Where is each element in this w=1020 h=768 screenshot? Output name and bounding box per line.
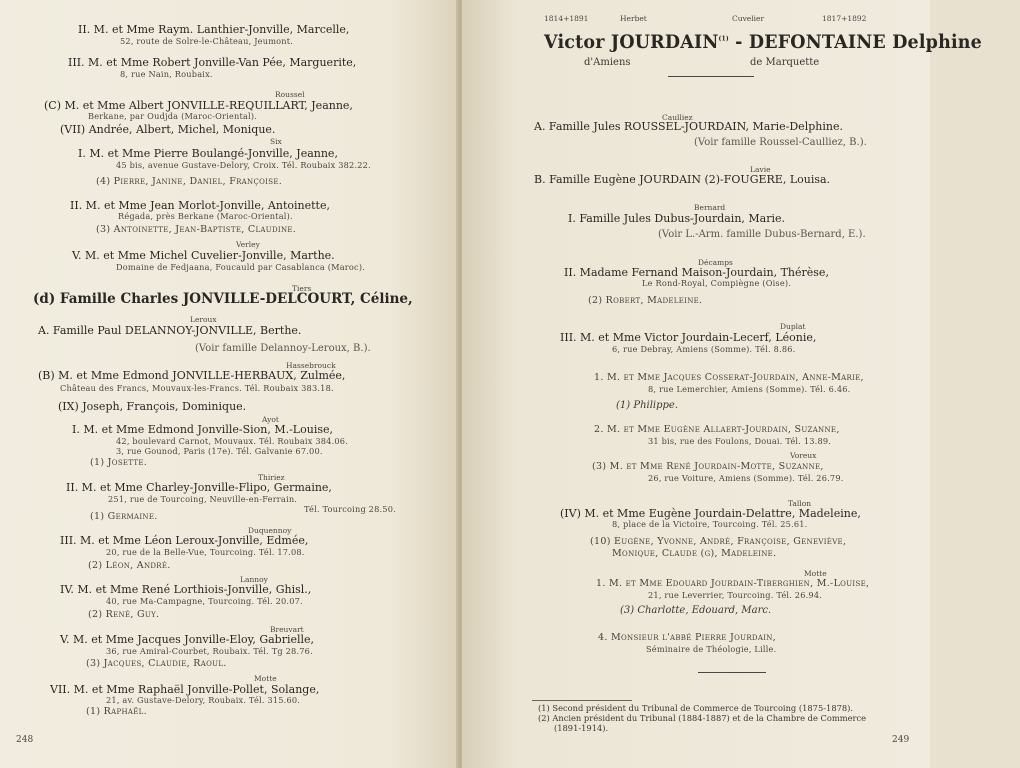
right-text-line: 1. M. et Mme Edouard Jourdain-Tiberghien, M.-Louise, <box>596 578 870 589</box>
left-text-line: (4) Pierre, Janine, Daniel, Françoise. <box>96 176 283 187</box>
left-text-line: Verley <box>236 240 260 249</box>
left-page <box>0 0 458 768</box>
left-text-line: V. M. et Mme Jacques Jonville-Eloy, Gabrielle, <box>60 633 315 646</box>
title-jourdain: JOURDAIN <box>610 31 719 53</box>
left-text-line: Hassebrouck <box>286 361 336 370</box>
left-text-line: Breuvart <box>270 625 304 634</box>
left-text-line: II. M. et Mme Charley-Jonville-Flipo, Germaine, <box>66 481 332 494</box>
title-victor: Victor <box>544 31 605 53</box>
left-text-line: 36, rue Amiral-Courbet, Roubaix. Tél. Tg 28.76. <box>106 646 313 656</box>
left-text-line: 42, boulevard Carnot, Mouvaux. Tél. Roubaix 384.06. <box>116 436 349 446</box>
left-text-line: II. M. et Mme Raym. Lanthier-Jonville, Marcelle, <box>78 23 350 36</box>
left-text-line: Lannoy <box>240 575 268 584</box>
right-text-line: 2. M. et Mme Eugène Allaert-Jourdain, Suzanne, <box>594 424 840 435</box>
footnote-rule <box>532 700 632 701</box>
right-text-line: 31 bis, rue des Foulons, Douai. Tél. 13.89. <box>648 436 832 446</box>
right-text-line: A. Famille Jules ROUSSEL-JOURDAIN, Marie-Delphine. <box>534 120 843 133</box>
right-text-line: (Voir L.-Arm. famille Dubus-Bernard, E.). <box>658 229 866 240</box>
right-text-line: Voreux <box>790 451 817 460</box>
right-text-line: Bernard <box>694 203 726 212</box>
left-text-line: Régada, près Berkane (Maroc-Oriental). <box>118 211 293 221</box>
right-text-line: (IV) M. et Mme Eugène Jourdain-Delattre, Madeleine, <box>560 507 861 520</box>
left-text-line: (C) M. et Mme Albert JONVILLE-REQUILLART, Jeanne, <box>44 99 353 112</box>
footnote-2-cont: (1891-1914). <box>554 723 609 733</box>
right-text-line: Tallon <box>788 499 812 508</box>
right-text-line: (3) M. et Mme René Jourdain-Motte, Suzanne, <box>592 461 824 472</box>
left-text-line: 52, route de Solre-le-Château, Jeumont. <box>120 36 294 46</box>
page-number-left: 248 <box>16 735 34 745</box>
title-footnote-mark: (1) <box>718 34 729 43</box>
right-text-line: Motte <box>804 569 827 578</box>
left-text-line: (3) Jacques, Claudie, Raoul. <box>86 658 227 669</box>
left-text-line: I. M. et Mme Edmond Jonville-Sion, M.-Louise, <box>72 423 333 436</box>
left-text-line: IV. M. et Mme René Lorthiois-Jonville, Ghisl., <box>60 583 312 596</box>
left-text-line: Berkane, par Oudjda (Maroc-Oriental). <box>88 111 258 121</box>
left-text-line: (1) Raphaël. <box>86 706 147 717</box>
header-right-origin: Cuvelier <box>732 14 765 23</box>
right-text-line: Duplat <box>780 322 806 331</box>
left-text-line: VII. M. et Mme Raphaël Jonville-Pollet, Solange, <box>50 683 320 696</box>
right-text-line: II. Madame Fernand Maison-Jourdain, Thérèse, <box>564 266 829 279</box>
left-text-line: 3, rue Gounod, Paris (17e). Tél. Galvanie 67.00. <box>116 446 323 456</box>
right-text-line: B. Famille Eugène JOURDAIN (2)-FOUGERE, Louisa. <box>534 173 831 186</box>
left-text-line: (B) M. et Mme Edmond JONVILLE-HERBAUX, Zulmée, <box>38 369 346 382</box>
right-text-line: Lavie <box>750 165 771 174</box>
left-text-line: Six <box>270 137 282 146</box>
left-text-line: (2) René, Guy. <box>88 609 160 620</box>
title-defontaine: - DEFONTAINE <box>735 31 886 53</box>
right-text-line: 1. M. et Mme Jacques Cosserat-Jourdain, Anne-Marie, <box>594 372 864 383</box>
left-text-line: Roussel <box>275 90 305 99</box>
left-text-line: I. M. et Mme Pierre Boulangé-Jonville, Jeanne, <box>78 147 338 160</box>
right-text-line: 4. Monsieur l'abbé Pierre Jourdain, <box>598 632 776 643</box>
left-text-line: (1) Josette. <box>90 457 148 468</box>
right-text-line: 6, rue Debray, Amiens (Somme). Tél. 8.86. <box>612 344 796 354</box>
header-left-dates: 1814+1891 <box>544 14 589 23</box>
title-delphine: Delphine <box>892 31 982 53</box>
right-text-line: (3) Charlotte, Edouard, Marc. <box>620 605 772 616</box>
right-text-line: Séminaire de Théologie, Lille. <box>646 644 777 654</box>
left-text-line: 40, rue Ma-Campagne, Tourcoing. Tél. 20.07. <box>106 596 303 606</box>
left-text-line: Leroux <box>190 315 217 324</box>
left-text-line: (3) Antoinette, Jean-Baptiste, Claudine. <box>96 224 297 235</box>
page-number-right: 249 <box>892 735 910 745</box>
right-text-line: Monique, Claude (g), Madeleine. <box>612 548 777 559</box>
left-text-line: (2) Léon, André. <box>88 560 171 571</box>
right-text-line: I. Famille Jules Dubus-Jourdain, Marie. <box>568 212 786 225</box>
header-rule <box>668 76 754 77</box>
right-text-line: 8, place de la Victoire, Tourcoing. Tél. 25.61. <box>612 519 808 529</box>
header-amiens: d'Amiens <box>584 57 631 68</box>
left-text-line: V. M. et Mme Michel Cuvelier-Jonville, Marthe. <box>72 249 335 262</box>
left-text-line: Motte <box>254 674 277 683</box>
left-text-line: (IX) Joseph, François, Dominique. <box>58 400 247 413</box>
section-end-rule <box>698 672 766 673</box>
right-page <box>462 0 982 768</box>
left-text-line: A. Famille Paul DELANNOY-JONVILLE, Berthe. <box>38 324 302 337</box>
header-left-origin: Herbet <box>620 14 647 23</box>
footnote-2: (2) Ancien président du Tribunal (1884-1887) et de la Chambre de Commerce <box>538 713 867 723</box>
header-right-dates: 1817+1892 <box>822 14 867 23</box>
right-text-line: (10) Eugène, Yvonne, André, Françoise, Geneviève, <box>590 536 847 547</box>
left-text-line: 8, rue Nain, Roubaix. <box>120 69 213 79</box>
left-text-line: III. M. et Mme Léon Leroux-Jonville, Edmée, <box>60 534 309 547</box>
left-text-line: 251, rue de Tourcoing, Neuville-en-Ferrain. <box>108 494 298 504</box>
right-text-line: Caulliez <box>662 113 693 122</box>
left-text-line: Tiers <box>292 284 312 293</box>
left-text-line: Thiriez <box>258 473 285 482</box>
right-text-line: Le Rond-Royal, Compiègne (Oise). <box>642 278 792 288</box>
right-text-line: (Voir famille Roussel-Caulliez, B.). <box>694 137 867 148</box>
left-text-line: 21, av. Gustave-Delory, Roubaix. Tél. 315.60. <box>106 695 301 705</box>
left-text-line: 45 bis, avenue Gustave-Delory, Croix. Tél. Roubaix 382.22. <box>116 160 371 170</box>
right-text-line: III. M. et Mme Victor Jourdain-Lecerf, Léonie, <box>560 331 817 344</box>
right-text-line: 26, rue Voiture, Amiens (Somme). Tél. 26.79. <box>648 473 844 483</box>
left-text-line: III. M. et Mme Robert Jonville-Van Pée, Marguerite, <box>68 56 357 69</box>
left-text-line: Ayot <box>262 415 279 424</box>
left-text-line: Duquennoy <box>248 526 292 535</box>
right-text-line: (1) Philippe. <box>616 400 679 411</box>
left-text-line: II. M. et Mme Jean Morlot-Jonville, Antoinette, <box>70 199 330 212</box>
left-text-line: (Voir famille Delannoy-Leroux, B.). <box>195 343 371 354</box>
right-text-line: 8, rue Lemerchier, Amiens (Somme). Tél. 6.46. <box>648 384 851 394</box>
header-marquette: de Marquette <box>750 57 820 68</box>
left-text-line: (VII) Andrée, Albert, Michel, Monique. <box>60 123 276 136</box>
right-text-line: Décamps <box>698 258 733 267</box>
left-text-line: 20, rue de la Belle-Vue, Tourcoing. Tél. 17.08. <box>106 547 305 557</box>
left-text-line: Château des Francs, Mouvaux-les-Francs. Tél. Roubaix 383.18. <box>60 383 334 393</box>
family-title <box>544 32 1020 53</box>
left-text-line: (1) Germaine. <box>90 511 158 522</box>
footnote-1: (1) Second président du Tribunal de Commerce de Tourcoing (1875-1878). <box>538 703 854 713</box>
right-text-line: 21, rue Leverrier, Tourcoing. Tél. 26.94. <box>648 590 823 600</box>
left-text-line: Tél. Tourcoing 28.50. <box>304 504 396 514</box>
left-text-line: (d) Famille Charles JONVILLE-DELCOURT, Céline, <box>33 291 413 307</box>
right-text-line: (2) Robert, Madeleine. <box>588 295 703 306</box>
left-text-line: Domaine de Fedjaana, Foucauld par Casablanca (Maroc). <box>116 262 366 272</box>
